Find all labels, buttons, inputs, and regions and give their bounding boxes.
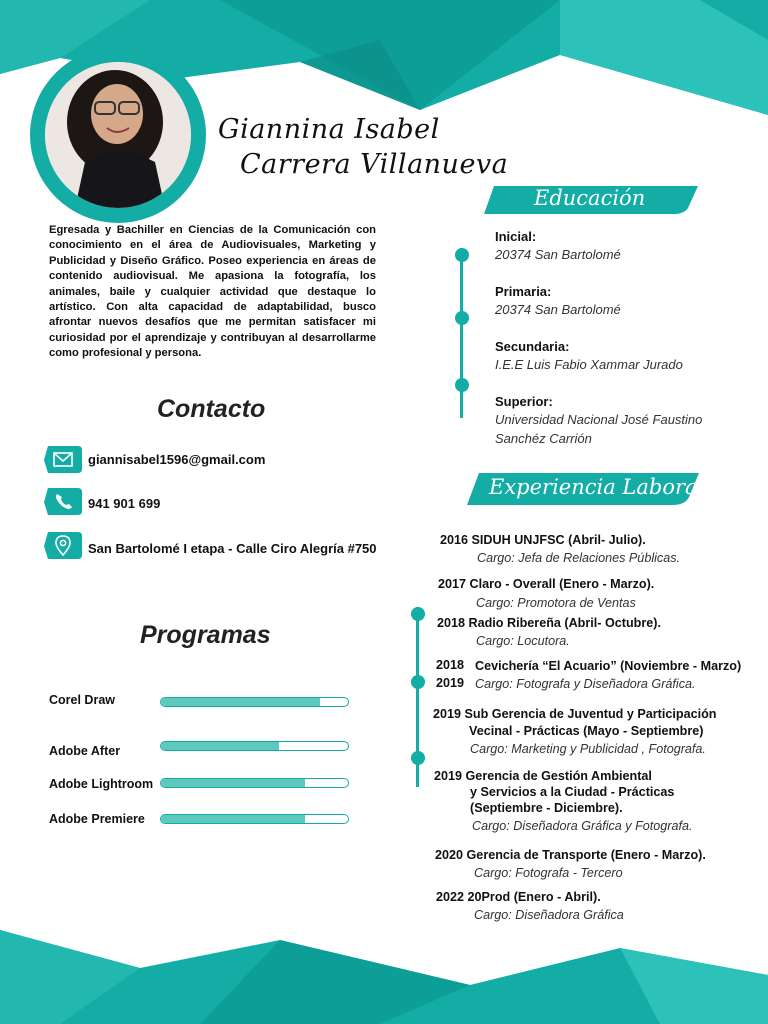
phone-icon	[44, 488, 82, 515]
experience-title: Experiencia Laboral	[489, 475, 705, 499]
location-pin-icon	[44, 532, 82, 559]
contact-phone[interactable]: 941 901 699	[88, 496, 161, 511]
contact-address: San Bartolomé I etapa - Calle Ciro Alegría #750	[88, 541, 377, 556]
education-level: Secundaria:	[495, 339, 570, 354]
job-title: 2019 Sub Gerencia de Juventud y Participación	[433, 707, 717, 721]
skill-bar	[160, 741, 349, 751]
education-level: Inicial:	[495, 229, 537, 244]
job-role: Cargo: Promotora de Ventas	[476, 596, 636, 610]
skill-bar-fill	[161, 698, 320, 706]
job-year-end: 2019	[436, 676, 465, 690]
education-school: Sanchéz Carrión	[495, 431, 592, 446]
job-title: 2020 Gerencia de Transporte (Enero - Marzo).	[435, 848, 706, 862]
profile-summary: Egresada y Bachiller en Ciencias de la Comunicación con conocimiento en el área de Audiovisuales, Marketing y Publicidad y Diseño Gráfico. Poseo experiencia en áreas de contenido audiovisual. Me apasiona la fotografía, los animales, baile y cualquier actividad que destaque lo artístico. Con alta capacidad de adaptabilidad, busco afrontar nuevos desafíos que me permitan satisfacer mi curiosidad por el aprendizaje y contribuyan al desarrollarme como profesional y persona.	[49, 224, 376, 360]
name-first: Giannina Isabel	[218, 114, 440, 145]
name-last: Carrera Villanueva	[240, 149, 509, 180]
education-school: 20374 San Bartolomé	[495, 247, 621, 262]
education-title: Educación	[534, 186, 646, 210]
skill-label: Adobe Lightroom	[49, 777, 154, 791]
timeline-dot	[455, 248, 469, 262]
skill-bar	[160, 814, 349, 824]
education-timeline	[460, 248, 463, 418]
timeline-dot	[411, 675, 425, 689]
timeline-dot	[411, 751, 425, 765]
education-school: I.E.E Luis Fabio Xammar Jurado	[495, 357, 683, 372]
skill-bar-fill	[161, 815, 305, 823]
job-title: 2019 Gerencia de Gestión Ambiental	[434, 769, 652, 783]
timeline-dot	[411, 607, 425, 621]
contact-email[interactable]: giannisabel1596@gmail.com	[88, 452, 266, 467]
job-title: 2016 SIDUH UNJFSC (Abril- Julio).	[440, 533, 646, 547]
skill-bar-fill	[161, 742, 279, 750]
timeline-dot	[455, 311, 469, 325]
job-title-line2: Vecinal - Prácticas (Mayo - Septiembre)	[469, 724, 704, 738]
skill-label: Adobe After	[49, 744, 121, 758]
education-school: Universidad Nacional José Faustino	[495, 412, 703, 427]
avatar-photo	[45, 62, 191, 208]
job-title: 2018 Radio Ribereña (Abril- Octubre).	[437, 616, 661, 630]
job-role: Cargo: Marketing y Publicidad , Fotografa.	[470, 742, 706, 756]
job-role: Cargo: Locutora.	[476, 634, 570, 648]
skill-label: Corel Draw	[49, 693, 115, 707]
job-role: Cargo: Diseñadora Gráfica y Fotografa.	[472, 819, 693, 833]
timeline-dot	[455, 378, 469, 392]
job-title-line2: y Servicios a la Ciudad - Prácticas	[470, 785, 675, 799]
job-role: Cargo: Fotografa - Tercero	[474, 866, 623, 880]
job-title: 2017 Claro - Overall (Enero - Marzo).	[438, 577, 655, 591]
education-school: 20374 San Bartolomé	[495, 302, 621, 317]
job-role: Cargo: Diseñadora Gráfica	[474, 908, 624, 922]
job-title: 2022 20Prod (Enero - Abril).	[436, 890, 601, 904]
education-level: Superior:	[495, 394, 553, 409]
education-level: Primaria:	[495, 284, 552, 299]
envelope-icon	[44, 446, 82, 473]
skill-bar-fill	[161, 779, 305, 787]
job-year-start: 2018	[436, 658, 465, 672]
job-role: Cargo: Fotografa y Diseñadora Gráfica.	[475, 677, 696, 691]
job-role: Cargo: Jefa de Relaciones Públicas.	[477, 551, 681, 565]
contact-title: Contacto	[157, 395, 266, 423]
skill-bar	[160, 697, 349, 707]
skill-bar	[160, 778, 349, 788]
job-title-line3: (Septiembre - Diciembre).	[470, 801, 623, 815]
skill-label: Adobe Premiere	[49, 812, 145, 826]
job-title: Cevichería “El Acuario” (Noviembre - Marzo)	[475, 659, 742, 673]
programs-title: Programas	[140, 621, 271, 649]
